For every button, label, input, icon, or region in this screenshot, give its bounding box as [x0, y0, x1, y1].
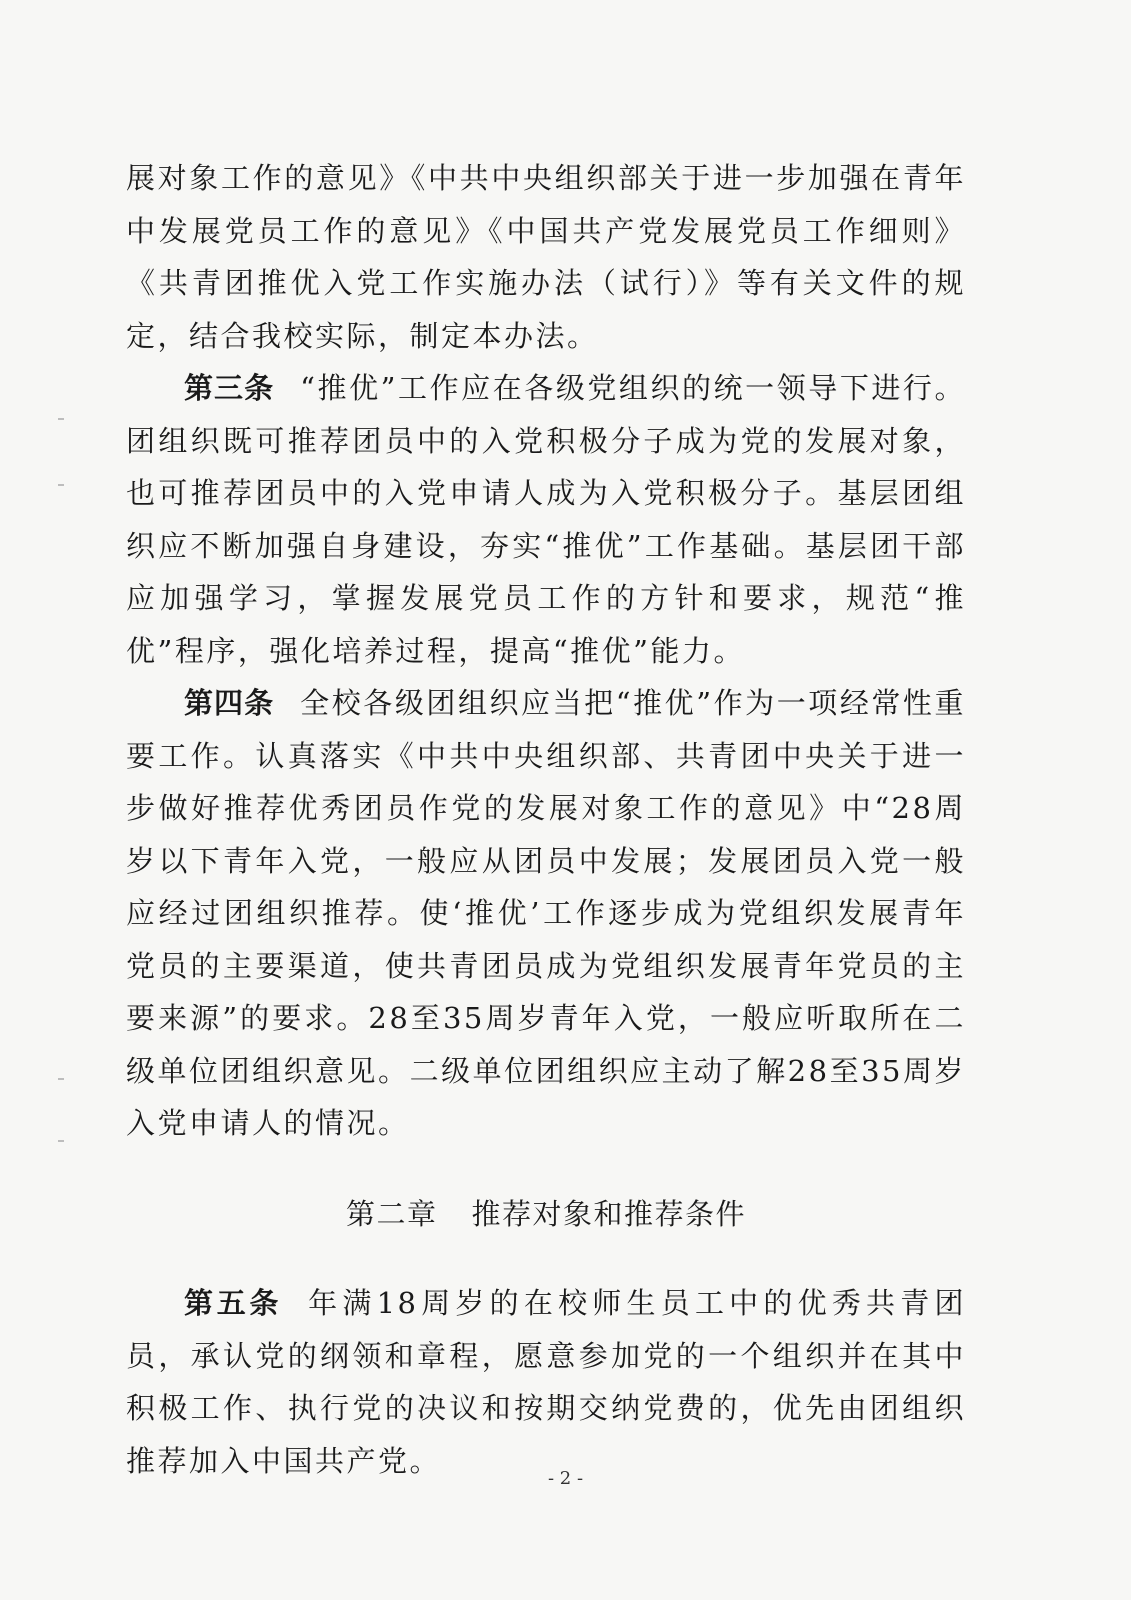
article-4 [126, 677, 966, 1150]
article-text: 年满18周岁的在校师生员工中的优秀共青团员，承认党的纲领和章程，愿意参加党的一个组织并在其中积极工作、执行党的决议和按期交纳党费的，优先由团组织推荐加入中国共产党。 [126, 1286, 966, 1478]
article-label: 第四条 [184, 686, 275, 720]
article-5 [126, 1277, 966, 1487]
scan-mark [58, 1078, 64, 1080]
chapter-title: 推荐对象和推荐条件 [471, 1196, 747, 1231]
article-label: 第五条 [184, 1286, 283, 1320]
scan-mark [58, 1140, 64, 1142]
chapter-number: 第二章 [345, 1196, 438, 1231]
page-number: - 2 - [547, 1468, 584, 1489]
article-text: 全校各级团组织应当把“推优”作为一项经常性重要工作。认真落实《中共中央组织部、共青团中央关于进一步做好推荐优秀团员作党的发展对象工作的意见》中“28周岁以下青年入党，一般应从团员中发展；发展团员入党一般应经过团组织推荐。使‘推优’工作逐步成为党组织发展青年党员的主要渠道，使共青团员成为党组织发展青年党员的主要来源”的要求。28至35周岁青年入党，一般应听取所在二级单位团组织意见。二级单位团组织应主动了解28至35周岁入党申请人的情况。 [126, 686, 966, 1140]
paragraph-continued: 展对象工作的意见》《中共中央组织部关于进一步加强在青年中发展党员工作的意见》《中国共产党发展党员工作细则》《共青团推优入党工作实施办法（试行）》等有关文件的规定，结合我校实际，制定本办法。 [126, 161, 966, 353]
scan-mark [58, 418, 64, 420]
article-label: 第三条 [184, 371, 275, 405]
article-text: “推优”工作应在各级党组织的统一领导下进行。团组织既可推荐团员中的入党积极分子成为党的发展对象，也可推荐团员中的入党申请人成为入党积极分子。基层团组织应不断加强自身建设，夯实“推优”工作基础。基层团干部应加强学习，掌握发展党员工作的方针和要求，规范“推优”程序，强化培养过程，提高“推优”能力。 [126, 371, 966, 668]
scan-mark [58, 484, 64, 486]
article-3 [126, 362, 966, 677]
chapter-heading [126, 1188, 966, 1241]
document-body [126, 152, 966, 1487]
